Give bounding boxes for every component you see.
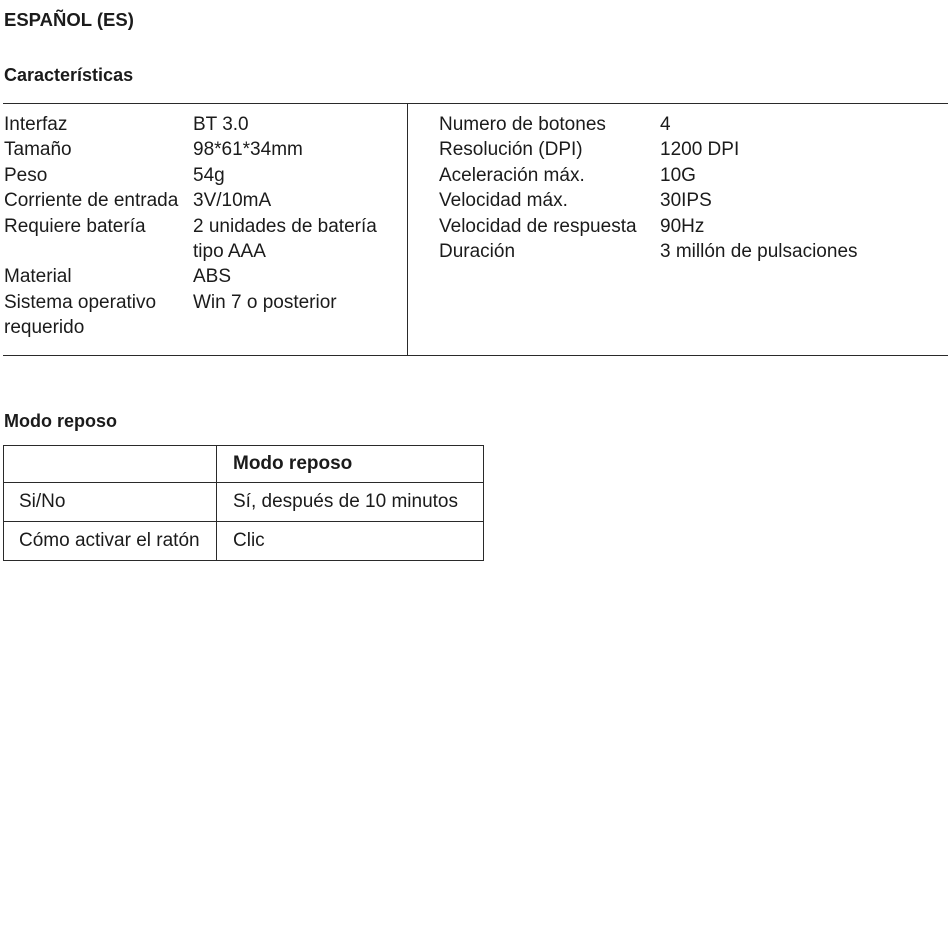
spec-row [439,188,948,213]
spec-label: Resolución (DPI) [439,139,583,161]
table-cell: Si/No [4,483,217,522]
spec-label: Material [4,266,72,288]
features-right-column [408,104,948,355]
spec-label: Tamaño [4,139,72,161]
spec-label: Numero de botones [439,114,606,135]
spec-value: 2 unidades de batería tipo AAA [193,215,377,263]
features-left-column [3,104,408,355]
table-header-cell: Modo reposo [217,446,483,483]
sleep-mode-heading: Modo reposo [4,411,117,431]
spec-value: 98*61*34mm [193,139,303,161]
sleep-mode-table [3,445,484,561]
spec-label: Velocidad máx. [439,190,568,212]
spec-value: 10G [660,164,696,186]
spec-row [4,214,407,265]
spec-value: 3 millón de pulsaciones [660,241,858,263]
features-table [3,103,948,356]
spec-row [4,163,407,188]
spec-value: Win 7 o posterior [193,291,337,313]
spec-value: 1200 DPI [660,139,740,161]
spec-value: ABS [193,266,232,288]
spec-label: Interfaz [4,114,68,135]
spec-value: 3V/10mA [193,190,272,212]
spec-row [439,112,948,137]
spec-value: BT 3.0 [193,114,249,135]
table-cell: Cómo activar el ratón [4,522,217,560]
spec-row [4,112,407,137]
spec-value: 90Hz [660,215,705,237]
spec-row [4,137,407,162]
table-cell: Clic [233,530,265,551]
spec-label: Duración [439,241,516,263]
spec-row [439,163,948,188]
table-header-cell [4,446,217,483]
spec-row [439,137,948,162]
features-heading: Características [4,65,134,85]
table-cell: Sí, después de 10 minutos [217,483,483,522]
spec-value: 54g [193,164,225,186]
spec-label: Requiere batería [4,215,146,237]
spec-row [4,188,407,213]
spec-label: Aceleración máx. [439,164,585,186]
spec-row [4,264,407,289]
spec-label: Velocidad de respuesta [439,215,637,237]
spec-value: 30IPS [660,190,712,212]
language-heading: ESPAÑOL (ES) [4,9,134,30]
spec-label: Sistema operativo requerido [4,291,157,339]
spec-value: 4 [660,114,671,135]
spec-label: Peso [4,164,48,186]
spec-row [4,290,407,341]
spec-row [439,239,948,264]
spec-row [439,214,948,239]
spec-label: Corriente de entrada [4,190,179,212]
